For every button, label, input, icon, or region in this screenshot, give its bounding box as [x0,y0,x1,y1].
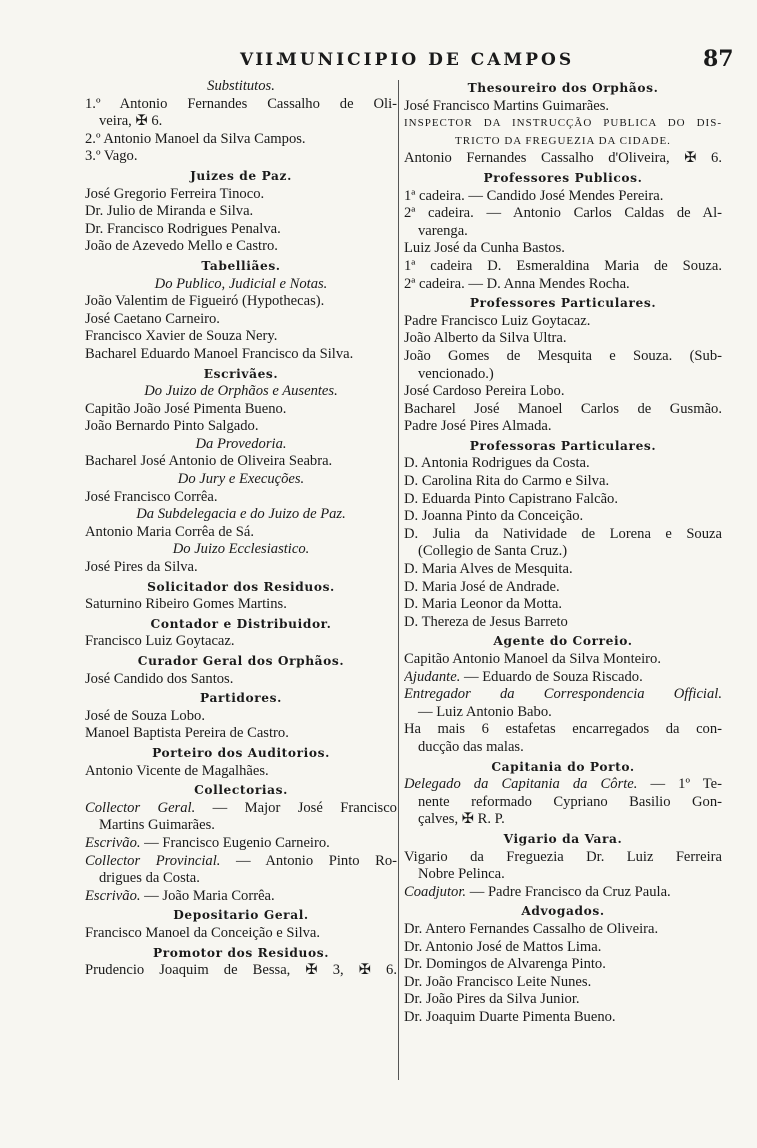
entry-line: Dr. Julio de Miranda e Silva. [85,203,254,220]
entry-continuation: ducção das malas. [418,738,524,755]
entry-line: Luiz José da Cunha Bastos. [404,240,565,257]
entry-line [404,669,722,687]
entry-continuation: varenga. [418,222,468,239]
entry-line [404,776,722,794]
section-heading: Capitania do Porto. [491,759,635,774]
entry-line: Antonio Maria Corrêa de Sá. [85,523,254,540]
entry-label: Collector Provincial. [85,852,221,869]
entry-continuation: çalves, ✠ R. P. [418,811,505,828]
entry-line: Francisco Manoel da Conceição e Silva. [85,924,321,941]
entry-line: Capitão Antonio Manoel da Silva Monteiro. [404,651,661,667]
entry-line: Bacharel José Manoel Carlos de Gusmão. [404,400,722,417]
entry-line: Dr. Antonio José de Mattos Lima. [404,938,602,955]
entry-line: Saturnino Ribeiro Gomes Martins. [85,596,287,613]
subsection-heading: Do Juizo Ecclesiastico. [172,541,310,558]
section-heading: Professores Particulares. [469,296,657,311]
entry-line: 1ª cadeira. — Candido José Mendes Pereira. [404,187,664,204]
entry-line: 3.º Vago. [85,148,138,165]
entry-line [85,853,397,871]
entry-line: 1ª cadeira D. Esmeraldina Maria de Souza. [404,257,722,274]
entry-line: 1.º Antonio Fernandes Cassalho de Oli- [85,95,397,112]
entry-text: — Major José Francisco [195,799,397,816]
entry-line: 2.º Antonio Manoel da Silva Campos. [85,130,306,147]
entry-line: Dr. Francisco Rodrigues Penalva. [85,220,281,237]
entry-line: José Gregorio Ferreira Tinoco. [85,185,265,202]
section-heading: Depositario Geral. [173,908,309,923]
caps-heading-line: INSPECTOR DA INSTRUCÇÃO PUBLICA DO DIS- [404,117,722,130]
entry-line: 2ª cadeira. — D. Anna Mendes Rocha. [404,275,630,292]
entry-line: José Candido dos Santos. [85,670,234,687]
entry-line: Vigario da Freguezia Dr. Luiz Ferreira [404,848,722,865]
section-heading: Tabelliães. [201,258,281,273]
entry-line: Antonio Fernandes Cassalho d'Oliveira, ✠ 6. [404,150,722,167]
entry-line: Antonio Vicente de Magalhães. [85,762,269,779]
column-divider [398,80,399,1080]
entry-line: José Caetano Carneiro. [85,310,220,327]
entry-line: Prudencio Joaquim de Bessa, ✠ 3, ✠ 6. [85,962,397,979]
entry-line: Bacharel Eduardo Manoel Francisco da Silva. [85,345,354,362]
entry-line: Padre José Pires Almada. [404,418,552,435]
entry-line: José Cardoso Pereira Lobo. [404,383,565,400]
section-heading: Promotor dos Residuos. [152,945,330,960]
subsection-heading: Do Publico, Judicial e Notas. [154,275,328,292]
left-column [85,78,397,980]
section-heading: Porteiro dos Auditorios. [152,745,330,760]
page-title: MUNICIPIO DE CAMPOS [278,50,575,70]
entry-label: Ajudante. [404,668,461,685]
entry-line: D. Eduarda Pinto Capistrano Falcão. [404,490,618,507]
entry-line: D. Antonia Rodrigues da Costa. [404,455,590,472]
subsection-heading: Do Juizo de Orphãos e Ausentes. [144,383,338,400]
entry-label: Coadjutor. [404,883,467,900]
entry-line: D. Joanna Pinto da Conceição. [404,508,584,525]
entry-label: Escrivão. [85,887,141,904]
chapter-number: VII. [240,50,284,70]
entry-line: Padre Francisco Luiz Goytacaz. [404,312,591,329]
entry-text: — Padre Francisco da Cruz Paula. [466,883,671,900]
entry-line: Francisco Luiz Goytacaz. [85,633,235,650]
entry-line: José de Souza Lobo. [85,707,205,724]
entry-line [85,888,397,906]
section-heading: Collectorias. [194,783,288,798]
entry-line: Dr. Antero Fernandes Cassalho de Oliveira. [404,920,659,937]
entry-continuation: drigues da Costa. [99,870,200,887]
entry-line: Dr. Joaquim Duarte Pimenta Bueno. [404,1008,616,1025]
section-heading: Professoras Particulares. [469,438,657,453]
entry-label: Collector Geral. [85,799,196,816]
entry-line: João de Azevedo Mello e Castro. [85,238,278,255]
section-heading: Professores Publicos. [483,170,643,185]
entry-line: D. Thereza de Jesus Barreto [404,613,568,630]
entry-label: Escrivão. [85,834,141,851]
entry-line: Ha mais 6 estafetas encarregados da con- [404,721,722,738]
entry-continuation: Martins Guimarães. [99,817,215,834]
subsection-heading: Entregador da Correspondencia Official. [404,686,722,703]
entry-line: Manoel Baptista Pereira de Castro. [85,725,289,742]
section-heading: Partidores. [200,691,282,706]
section-heading: Solicitador dos Residuos. [147,579,335,594]
entry-continuation: — Luiz Antonio Babo. [418,703,552,720]
subsection-heading: Da Subdelegacia e do Juizo de Paz. [136,506,346,523]
entry-line: Francisco Xavier de Souza Nery. [85,328,278,345]
entry-line: D. Maria Alves de Mesquita. [404,561,573,578]
entry-line: D. Carolina Rita do Carmo e Silva. [404,473,610,490]
entry-line: Dr. João Pires da Silva Junior. [404,991,580,1008]
entry-line: João Bernardo Pinto Salgado. [85,418,259,435]
subsection-heading: Do Jury e Execuções. [177,471,305,488]
entry-line: Dr. Domingos de Alvarenga Pinto. [404,956,606,973]
entry-line: João Valentim de Figueiró (Hypothecas). [85,293,325,310]
section-heading: Vigario da Vara. [503,831,623,846]
section-heading: Thesoureiro dos Orphãos. [467,81,659,95]
entry-line: José Francisco Martins Guimarães. [404,97,610,114]
entry-continuation: nente reformado Cypriano Basilio Gon- [418,793,722,810]
entry-continuation: Nobre Pelinca. [418,866,505,883]
entry-line [404,884,722,902]
entry-text: — João Maria Corrêa. [140,887,275,904]
entry-line: 2ª cadeira. — Antonio Carlos Caldas de Al- [404,205,722,222]
caps-heading-line: TRICTO DA FREGUEZIA DA CIDADE. [455,134,671,147]
entry-continuation: veira, ✠ 6. [99,113,163,130]
entry-line: Bacharel José Antonio de Oliveira Seabra. [85,453,333,470]
entry-text: — 1º Te- [637,776,722,793]
entry-text: — Francisco Eugenio Carneiro. [140,834,330,851]
section-heading: Escrivães. [203,366,279,381]
entry-line: José Pires da Silva. [85,559,198,576]
entry-text: — Eduardo de Souza Riscado. [460,668,643,685]
entry-line: D. Julia da Natividade de Lorena e Souza [404,525,722,542]
subsection-heading: Da Provedoria. [195,435,287,452]
entry-text: — Antonio Pinto Ro- [220,852,397,869]
section-heading: Agente do Correio. [493,634,633,649]
entry-line [85,835,397,853]
entry-line: Dr. João Francisco Leite Nunes. [404,973,592,990]
page-number: 87 [703,46,734,72]
entry-line: José Francisco Corrêa. [85,488,218,505]
section-heading: Contador e Distribuidor. [150,616,332,631]
running-header [0,46,757,74]
entry-continuation: vencionado.) [418,365,494,382]
section-heading: Juizes de Paz. [190,168,292,183]
entry-line [85,800,397,818]
entry-line: João Alberto da Silva Ultra. [404,330,567,347]
entry-continuation: (Collegio de Santa Cruz.) [418,543,568,560]
entry-label: Delegado da Capitania da Côrte. [404,776,638,793]
right-column [404,78,722,1026]
entry-line: D. Maria Leonor da Motta. [404,596,563,613]
entry-line: Capitão João José Pimenta Bueno. [85,400,287,417]
section-heading: Advogados. [521,904,605,919]
entry-line: D. Maria José de Andrade. [404,578,560,595]
subsection-heading: Substitutos. [207,78,275,94]
section-heading: Curador Geral dos Orphãos. [137,654,345,668]
entry-line: João Gomes de Mesquita e Souza. (Sub- [404,347,722,364]
